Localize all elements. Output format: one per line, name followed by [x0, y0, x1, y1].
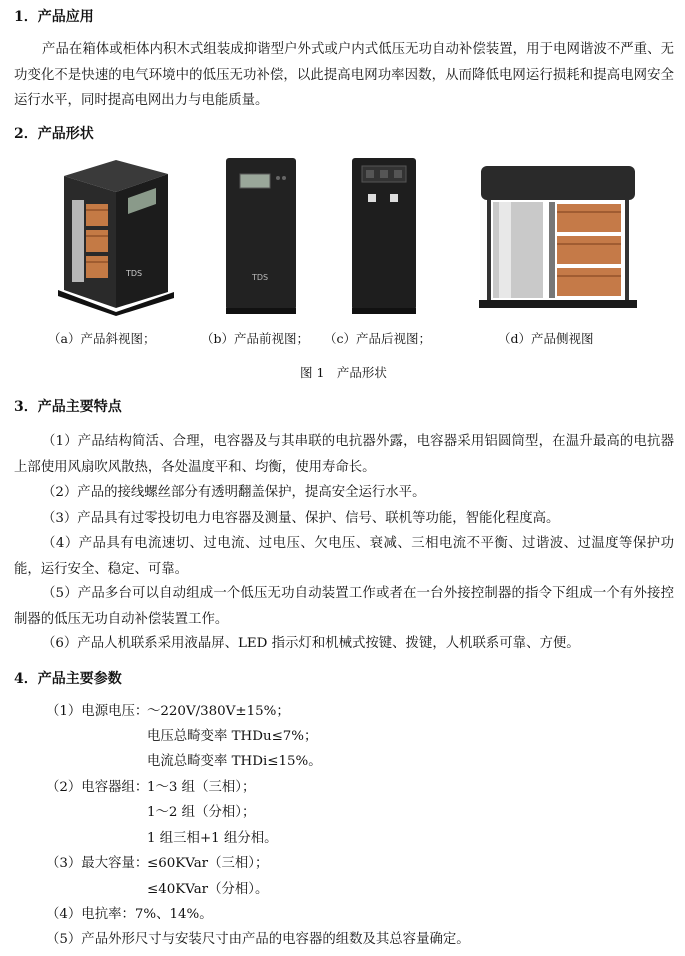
feature-3: （3）产品具有过零投切电力电容器及测量、保护、信号、联机等功能，智能化程度高。	[42, 511, 560, 526]
caption-d: （d）产品侧视图	[498, 331, 594, 346]
product-front-view-image	[226, 158, 296, 316]
product-oblique-view-image	[56, 158, 176, 316]
section-3-title: 3．产品主要特点	[14, 399, 122, 415]
feature-1: （1）产品结构简活、合理，电容器及与其串联的电抗器外露，电容器采用铝圆筒型，在温升最高的电抗器上部使用风扇吹风散热，各处温度平和、均衡，使用寿命长。	[14, 434, 674, 475]
param-1-line-1: ～220V/380V±15%；	[147, 704, 290, 719]
param-3-label: （3）最大容量：	[46, 856, 149, 871]
feature-4: （4）产品具有电流速切、过电流、过电压、欠电压、衰减、三相电流不平衡、过谐波、过温度等保护功能，运行安全、稳定、可靠。	[14, 536, 674, 577]
param-2-line-1: 1～3 组（三相）；	[147, 780, 256, 795]
param-3-line-1: ≤60KVar（三相）；	[147, 856, 269, 871]
param-1-label: （1）电源电压：	[46, 704, 149, 719]
logo-b: TDS	[252, 273, 269, 282]
param-1-line-3: 电流总畸变率 THDi≤15%。	[147, 754, 322, 769]
section-1-title: 1．产品应用	[14, 9, 94, 25]
param-2-line-2: 1～2 组（分相）；	[147, 805, 256, 820]
section-4-title: 4．产品主要参数	[14, 671, 122, 687]
feature-5: （5）产品多台可以自动组成一个低压无功自动装置工作或者在一台外接控制器的指令下组成一个有外接控制器的低压无功自动补偿装置工作。	[14, 586, 674, 627]
feature-6: （6）产品人机联系采用液晶屏、LED 指示灯和机械式按键、拨键，人机联系可靠、方便。	[42, 636, 580, 651]
figure-title: 图 1 产品形状	[300, 365, 387, 380]
section-1-paragraph: 产品在箱体或柜体内积木式组装成抑谐型户外式或户内式低压无功自动补偿装置，用于电网谐波不严重、无功变化不是快速的电气环境中的低压无功补偿，以此提高电网功率因数，从而降低电网运行损耗和提高电网安全运行水平，同时提高电网出力与电能质量。	[14, 42, 674, 108]
param-4: （4）电抗率：7%、14%。	[46, 907, 213, 922]
caption-c: （c）产品后视图；	[324, 331, 432, 346]
param-3-line-2: ≤40KVar（分相）。	[147, 882, 269, 897]
logo-a: TDS	[126, 269, 143, 278]
caption-a: （a）产品斜视图；	[48, 331, 156, 346]
product-rear-view-image	[352, 158, 416, 316]
param-2-line-3: 1 组三相+1 组分相。	[147, 831, 278, 846]
feature-2: （2）产品的接线螺丝部分有透明翻盖保护，提高安全运行水平。	[42, 485, 426, 500]
param-2-label: （2）电容器组：	[46, 780, 149, 795]
param-1-line-2: 电压总畸变率 THDu≤7%；	[147, 729, 318, 744]
param-5: （5）产品外形尺寸与安装尺寸由产品的电容器的组数及其总容量确定。	[46, 932, 470, 947]
caption-b: （b）产品前视图；	[201, 331, 310, 346]
section-2-title: 2．产品形状	[14, 126, 94, 142]
product-side-view-image	[479, 162, 637, 314]
